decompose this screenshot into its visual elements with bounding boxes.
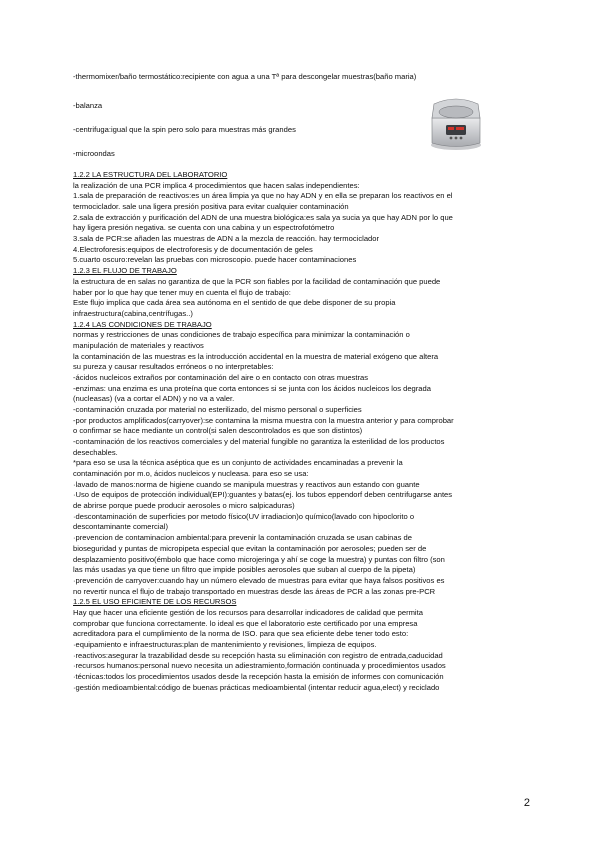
text-line: Este flujo implica que cada área sea autónoma en el sentido de que debe disponer de su propia — [73, 298, 396, 308]
text-line: desplazamiento positivo(émbolo que hace como microjeringa y ahí se coge la muestra) y puntas con filtro (son — [73, 554, 445, 564]
text-line: 1.sala de preparación de reactivos:es un área limpia ya que no hay ADN y en ella se preparan los reactivos en el — [73, 191, 453, 201]
text-line: o confirmar se hace mediante un control(si salen descontrolados es que son distintos) — [73, 426, 363, 436]
text-line: -contaminación cruzada por material no esterilizado, del mismo personal o superficies — [73, 405, 362, 414]
text-line: ·prevención de carryover:cuando hay un número elevado de muestras para evitar que haya falsos positivos es — [73, 575, 445, 585]
section-heading: 1.2.5 EL USO EFICIENTE DE LOS RECURSOS — [73, 597, 237, 607]
text-line: infraestructura(cabina,centrífugas..) — [73, 308, 193, 318]
text-line: manipulación de materiales y reactivos — [73, 340, 204, 350]
text-line: comprobar que funciona correctamente. lo ideal es que el laboratorio este certificado por una empresa — [73, 618, 418, 628]
text-line: 5.cuarto oscuro:revelan las pruebas con microscopio. puede hacer contaminaciones — [73, 255, 357, 265]
text-line: descontaminante comercial) — [73, 522, 168, 532]
text-line: ·descontaminación de superficies por metodo físico(UV irradiacion)o químico(lavado con hipoclorito o — [73, 511, 415, 521]
text-line: de abrirse porque puede producir aerosoles o micro salpicaduras) — [73, 501, 295, 511]
text-line: 3.sala de PCR:se añaden las muestras de ADN a la mezcla de reacción. hay termociclador — [73, 234, 380, 244]
text-line: ·equipamiento e infraestructuras:plan de mantenimiento y revisiones, limpieza de equipos. — [73, 639, 377, 649]
text-line: haber por lo que hay que tener muy en cuenta el flujo de trabajo: — [73, 287, 291, 297]
text-line: hay ligera presión negativa. se cuenta con una cabina y un espectrofotómetro — [73, 223, 335, 233]
page-number: 2 — [523, 797, 530, 809]
text-line: las más usadas ya que tiene un filtro que impide posibles aerosoles que suban al cuerpo de la pipeta) — [73, 565, 416, 575]
text-line: desechables. — [73, 447, 118, 457]
text-line: contaminación por m.o, ácidos nucleicos y nucleasa. para eso se usa: — [73, 469, 309, 478]
text-line: ·prevencion de contaminacion ambiental:para prevenir la contaminación cruzada se usan cabinas de — [73, 533, 412, 543]
text-line: -ácidos nucleicos extraños por contaminación del aire o en contacto con otras muestras — [73, 372, 369, 382]
text-line: la realización de una PCR implica 4 procedimientos que hacen salas independientes: — [73, 180, 360, 190]
text-line: normas y restricciones de unas condiciones de trabajo específica para minimizar la contaminación o — [73, 330, 410, 340]
text-line: la contaminación de las muestras es la introducción accidental en la muestra de material exógeno que altera — [73, 351, 439, 361]
centrifuge-illustration — [425, 92, 487, 154]
section-heading: 1.2.2 LA ESTRUCTURA DEL LABORATORIO — [73, 170, 228, 179]
equipment-item: -thermomixer/baño termostático:recipiente con agua a una Tª para descongelar muestras(baño maria) — [73, 72, 417, 81]
text-line: acreditadora para el cumplimiento de la norma de ISO. para que sea eficiente debe tener todo esto: — [73, 629, 409, 639]
text-line: 2.sala de extracción y purificación del ADN de una muestra biológica:es sala ya sucia ya que hay ADN por lo que — [73, 212, 453, 222]
equipment-item: -centrifuga:igual que la spin pero solo para muestras más grandes — [73, 125, 296, 134]
text-line: bioseguridad y puntas de micropipeta especial que evitan la contaminación por aerosoles; pueden ser de — [73, 543, 427, 553]
text-line: -enzimas: una enzima es una proteína que corta entonces si se junta con los ácidos nucleicos los degrada — [73, 383, 431, 393]
text-line: Hay que hacer una eficiente gestión de los recursos para desarrollar indicadores de calidad que permita — [73, 607, 423, 617]
text-line: ·lavado de manos:norma de higiene cuando se manipula muestras y reactivos aun estando con guante — [73, 479, 420, 489]
equipment-item: -balanza — [73, 101, 103, 110]
text-line: ·recursos humanos:personal nuevo necesita un adiestramiento,formación continuada y procedimientos usados — [73, 661, 446, 671]
text-line: su pureza y causar resultados erróneos o no interpretables: — [73, 362, 274, 372]
text-line: la estructura de en salas no garantiza de que la PCR son fiables por la facilidad de contaminación que puede — [73, 276, 441, 286]
text-line: termociclador. sale una ligera presión positiva para evitar cualquier contaminación — [73, 202, 349, 211]
section-heading: 1.2.4 LAS CONDICIONES DE TRABAJO — [73, 319, 212, 329]
text-line: 4.Electroforesis:equipos de electroforesis y de documentación de geles — [73, 244, 313, 254]
text-line: ·reactivos:asegurar la trazabilidad desde su recepción hasta su eliminación con registro de entrada,caducidad — [73, 650, 443, 660]
text-line: ·Uso de equipos de protección individual(EPI):guantes y batas(ej. los tubos eppendorf deben centrifugarse antes — [73, 490, 453, 500]
text-line: (nucleasas) (va a cortar el ADN) y no va a valer. — [73, 394, 235, 404]
text-line: *para eso se usa la técnica aséptica que es un conjunto de actividades encaminadas a prevenir la — [73, 458, 403, 468]
text-line: ·gestión medioambiental:código de buenas prácticas medioambiental (intentar reducir agua,elect) y reciclado — [73, 682, 440, 692]
text-line: ·técnicas:todos los procedimientos usados desde la recepción hasta la emisión de informes con comunicación — [73, 672, 444, 681]
section-heading: 1.2.3 EL FLUJO DE TRABAJO — [73, 266, 177, 276]
text-line: no revertir nunca el flujo de trabajo transportado en muestras desde las áreas de PCR a las zonas pre-PCR — [73, 586, 436, 596]
text-line: -por productos amplificados(carryover):se contamina la misma muestra con la muestra anterior y para comprobar — [73, 415, 454, 425]
text-line: -contaminación de los reactivos comerciales y del material fungible no garantiza la esterilidad de los productos — [73, 437, 445, 446]
equipment-item: -microondas — [73, 149, 115, 158]
